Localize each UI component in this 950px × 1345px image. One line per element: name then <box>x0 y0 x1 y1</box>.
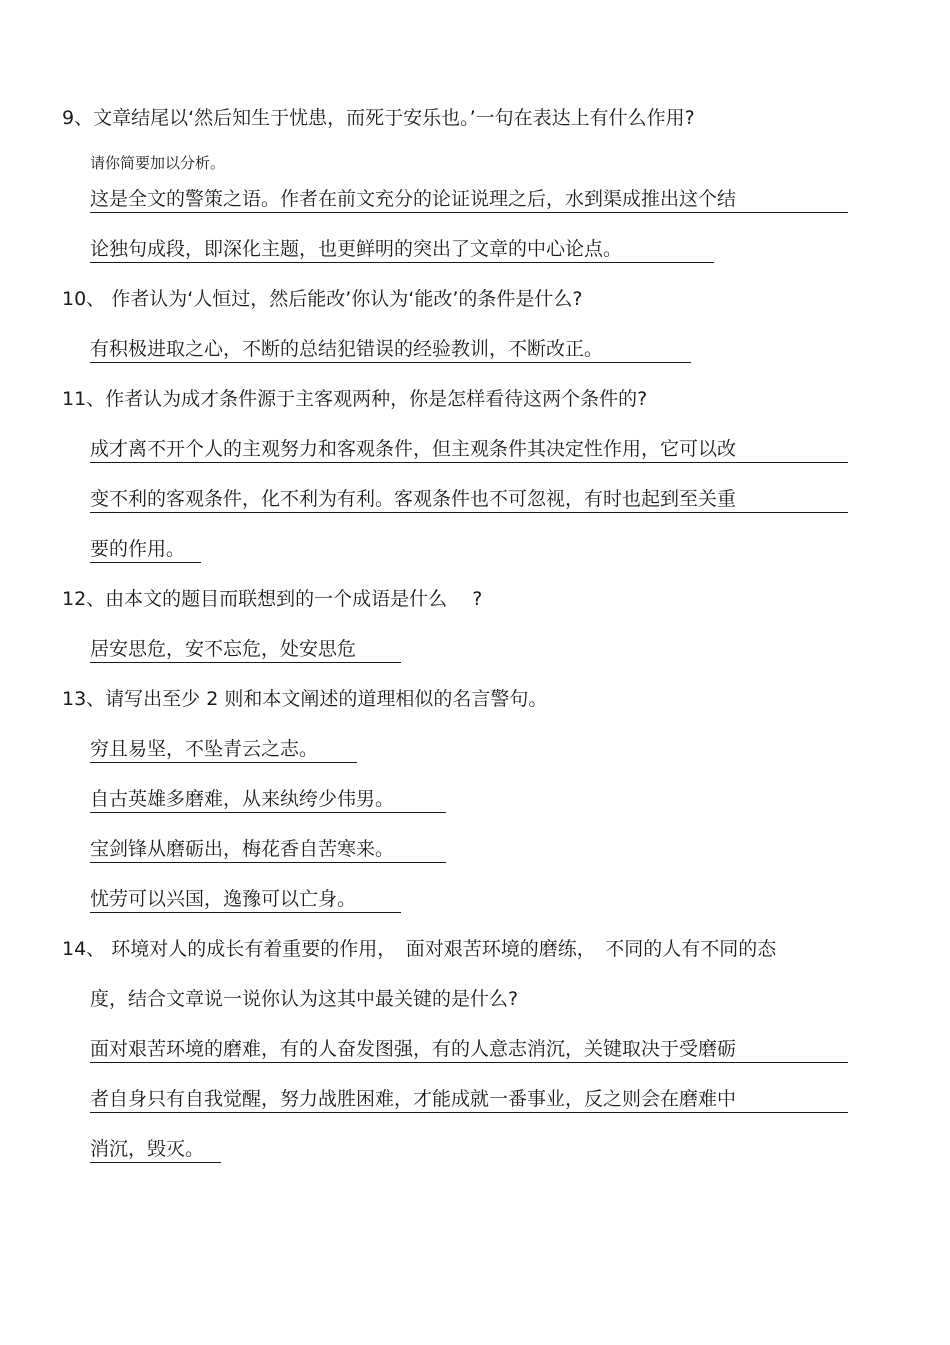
answer-10-line-1: 有积极进取之心，不断的总结犯错误的经验教训，不断改正。 <box>90 336 691 363</box>
answer-12-line-1: 居安思危，安不忘危，处安思危 <box>90 636 401 663</box>
answer-9-line-1: 这是全文的警策之语。作者在前文充分的论证说理之后，水到渠成推出这个结 <box>90 186 848 213</box>
question-9-subprompt: 请你简要加以分析。 <box>90 154 226 172</box>
question-12-prompt: 12、由本文的题目而联想到的一个成语是什么 ? <box>62 588 483 610</box>
answer-14-line-2: 者自身只有自我觉醒，努力战胜困难，才能成就一番事业，反之则会在磨难中 <box>90 1086 848 1113</box>
question-10-prompt: 10、 作者认为‘人恒过，然后能改’你认为‘能改’的条件是什么? <box>62 288 583 310</box>
answer-13-line-3: 宝剑锋从磨砺出，梅花香自苦寒来。 <box>90 836 446 863</box>
question-14-prompt-line-2: 度，结合文章说一说你认为这其中最关键的是什么? <box>90 988 519 1010</box>
answer-11-line-1: 成才离不开个人的主观努力和客观条件，但主观条件其决定性作用，它可以改 <box>90 436 848 463</box>
answer-13-line-4: 忧劳可以兴国，逸豫可以亡身。 <box>90 886 401 913</box>
answer-14-line-3: 消沉，毁灭。 <box>90 1136 221 1163</box>
answer-11-line-3: 要的作用。 <box>90 536 201 563</box>
question-14-prompt-line-1: 14、 环境对人的成长有着重要的作用， 面对艰苦环境的磨练， 不同的人有不同的态 <box>62 938 777 960</box>
question-13-prompt: 13、请写出至少 2 则和本文阐述的道理相似的名言警句。 <box>62 688 548 710</box>
answer-13-line-2: 自古英雄多磨难，从来纨绔少伟男。 <box>90 786 446 813</box>
question-11-prompt: 11、作者认为成才条件源于主客观两种，你是怎样看待这两个条件的? <box>62 388 648 410</box>
answer-13-line-1: 穷且易坚，不坠青云之志。 <box>90 736 357 763</box>
answer-14-line-1: 面对艰苦环境的磨难，有的人奋发图强，有的人意志消沉，关键取决于受磨砺 <box>90 1036 848 1063</box>
answer-9-line-2: 论独句成段，即深化主题，也更鲜明的突出了文章的中心论点。 <box>90 236 714 263</box>
question-9-prompt: 9、文章结尾以‘然后知生于忧患，而死于安乐也。’一句在表达上有什么作用? <box>62 107 695 129</box>
answer-11-line-2: 变不利的客观条件，化不利为有利。客观条件也不可忽视，有时也起到至关重 <box>90 486 848 513</box>
